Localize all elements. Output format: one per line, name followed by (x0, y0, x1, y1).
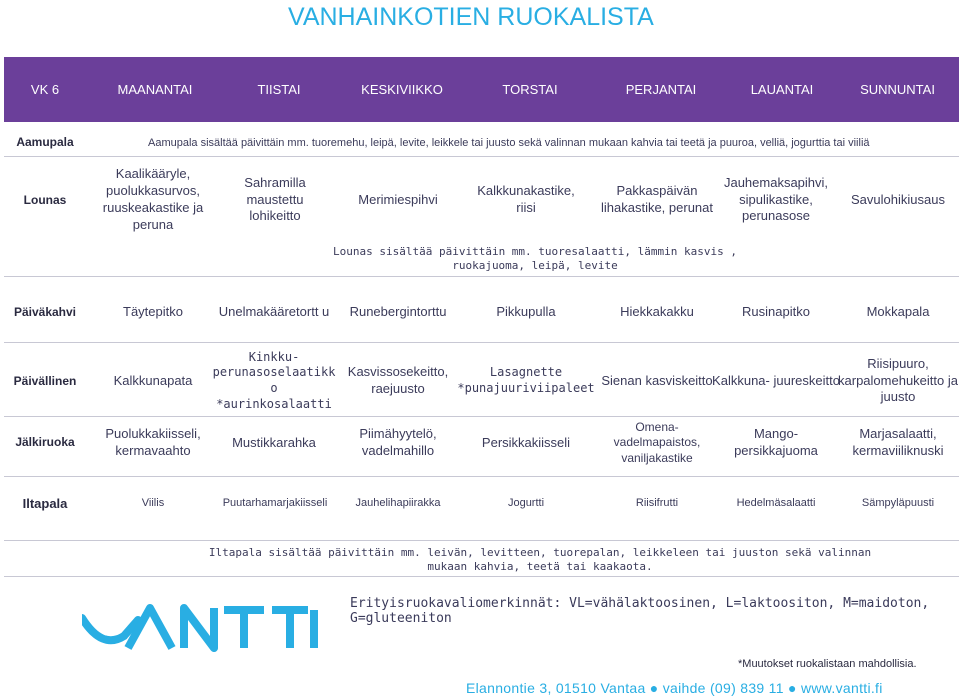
paivallinen-tuesday: Kinkku- perunasoselaatikk o *aurinkosalaatti (212, 349, 336, 411)
week-label: VK 6 (30, 82, 60, 97)
lounas-friday: Pakkaspäivän lihakastike, perunat (600, 183, 713, 215)
paivallinen-thursday: Lasagnette *punajuuriviipaleet (457, 365, 595, 395)
paivallinen-sunday: Riisipuuro, karpalomehukeitto ja juusto (838, 355, 958, 405)
divider (4, 476, 959, 477)
iltapala-wednesday: Jauhelihapiirakka (355, 496, 441, 509)
divider (4, 540, 959, 541)
divider (4, 576, 959, 577)
row-label-paivallinen: Päivällinen (13, 374, 77, 388)
divider (4, 416, 959, 417)
paivallinen-wednesday: Kasvissosekeitto, raejuusto (347, 364, 449, 396)
paivakahvi-wednesday: Runebergintorttu (349, 303, 447, 319)
paivallinen-saturday: Kalkkuna- juureskeitto (712, 372, 840, 388)
paivakahvi-friday: Hiekkakakku (620, 303, 694, 319)
divider (4, 342, 959, 343)
day-saturday: LAUANTAI (750, 82, 814, 97)
paivakahvi-tuesday: Unelmakääretortt u (218, 303, 330, 319)
day-wednesday: KESKIVIIKKO (361, 82, 443, 97)
jalkiruoka-monday: Puolukkakiisseli, kermavaahto (105, 426, 201, 458)
iltapala-sunday: Sämpyläpuusti (861, 496, 935, 509)
day-friday: PERJANTAI (625, 82, 697, 97)
paivallinen-friday: Sienan kasviskeitto (601, 372, 713, 388)
iltapala-note: Iltapala sisältää päivittäin mm. leivän, levitteen, tuorepalan, leikkeleen tai juuston sekä valinnan mukaan kahvia, teetä tai kaakaota. (208, 545, 872, 573)
paivakahvi-sunday: Mokkapala (866, 303, 930, 319)
jalkiruoka-thursday: Persikkakiisseli (481, 434, 571, 450)
jalkiruoka-wednesday: Piimähyytelö, vadelmahillo (359, 426, 437, 458)
jalkiruoka-friday: Omena- vadelmapaistos, vaniljakastike (613, 419, 701, 465)
day-thursday: TORSTAI (502, 82, 558, 97)
divider (4, 156, 959, 157)
row-label-aamupala: Aamupala (16, 135, 74, 149)
paivakahvi-saturday: Rusinapitko (742, 303, 810, 319)
iltapala-tuesday: Puutarhamarjakiisseli (222, 496, 328, 509)
lounas-sunday: Savulohikiusaus (851, 191, 945, 207)
page-title: VANHAINKOTIEN RUOKALISTA (288, 3, 654, 31)
iltapala-saturday: Hedelmäsalaatti (736, 496, 816, 509)
iltapala-friday: Riisifrutti (635, 496, 679, 509)
divider (4, 276, 959, 277)
lounas-tuesday: Sahramilla maustettu lohikeitto (244, 174, 306, 224)
footer-address: Elannontie 3, 01510 Vantaa ● vaihde (09) 839 11 ● www.vantti.fi (466, 680, 883, 696)
lounas-wednesday: Merimiespihvi (358, 191, 438, 207)
row-label-paivakahvi: Päiväkahvi (13, 305, 77, 319)
lounas-saturday: Jauhemaksapihvi, sipulikastike, perunasose (723, 174, 829, 224)
row-label-lounas: Lounas (23, 193, 67, 207)
jalkiruoka-saturday: Mango- persikkajuoma (734, 426, 818, 458)
aamupala-text: Aamupala sisältää päivittäin mm. tuoremehu, leipä, levite, leikkele tai juusto sekä valinnan mukaan kahvia tai teetä ja puuroa, velliä, jogurttia tai viiliä (148, 136, 870, 149)
row-label-iltapala: Iltapala (22, 496, 68, 511)
jalkiruoka-sunday: Marjasalaatti, kermaviiliknuski (852, 426, 944, 458)
day-tuesday: TIISTAI (257, 82, 301, 97)
lounas-monday: Kaalikääryle, puolukkasurvos, ruuskeakastike ja peruna (102, 166, 204, 232)
iltapala-thursday: Jogurtti (507, 496, 545, 509)
diet-codes: Erityisruokavaliomerkinnät: VL=vähälaktoosinen, L=laktoositon, M=maidoton, G=gluteeniton (350, 596, 930, 626)
paivakahvi-thursday: Pikkupulla (496, 303, 556, 319)
lounas-thursday: Kalkkunakastike, riisi (477, 183, 575, 215)
paivakahvi-monday: Täytepitko (123, 303, 183, 319)
jalkiruoka-tuesday: Mustikkarahka (232, 434, 316, 450)
week-header (4, 57, 959, 122)
day-sunday: SUNNUNTAI (860, 82, 935, 97)
changes-note: *Muutokset ruokalistaan mahdollisia. (738, 658, 917, 670)
lounas-note: Lounas sisältää päivittäin mm. tuoresalaatti, lämmin kasvis , ruokajuoma, leipä, levite (333, 244, 737, 272)
paivallinen-monday: Kalkkunapata (113, 372, 193, 388)
iltapala-monday: Viilis (141, 496, 165, 509)
vantti-logo (82, 600, 322, 652)
row-label-jalkiruoka: Jälkiruoka (15, 435, 75, 449)
day-monday: MAANANTAI (117, 82, 193, 97)
